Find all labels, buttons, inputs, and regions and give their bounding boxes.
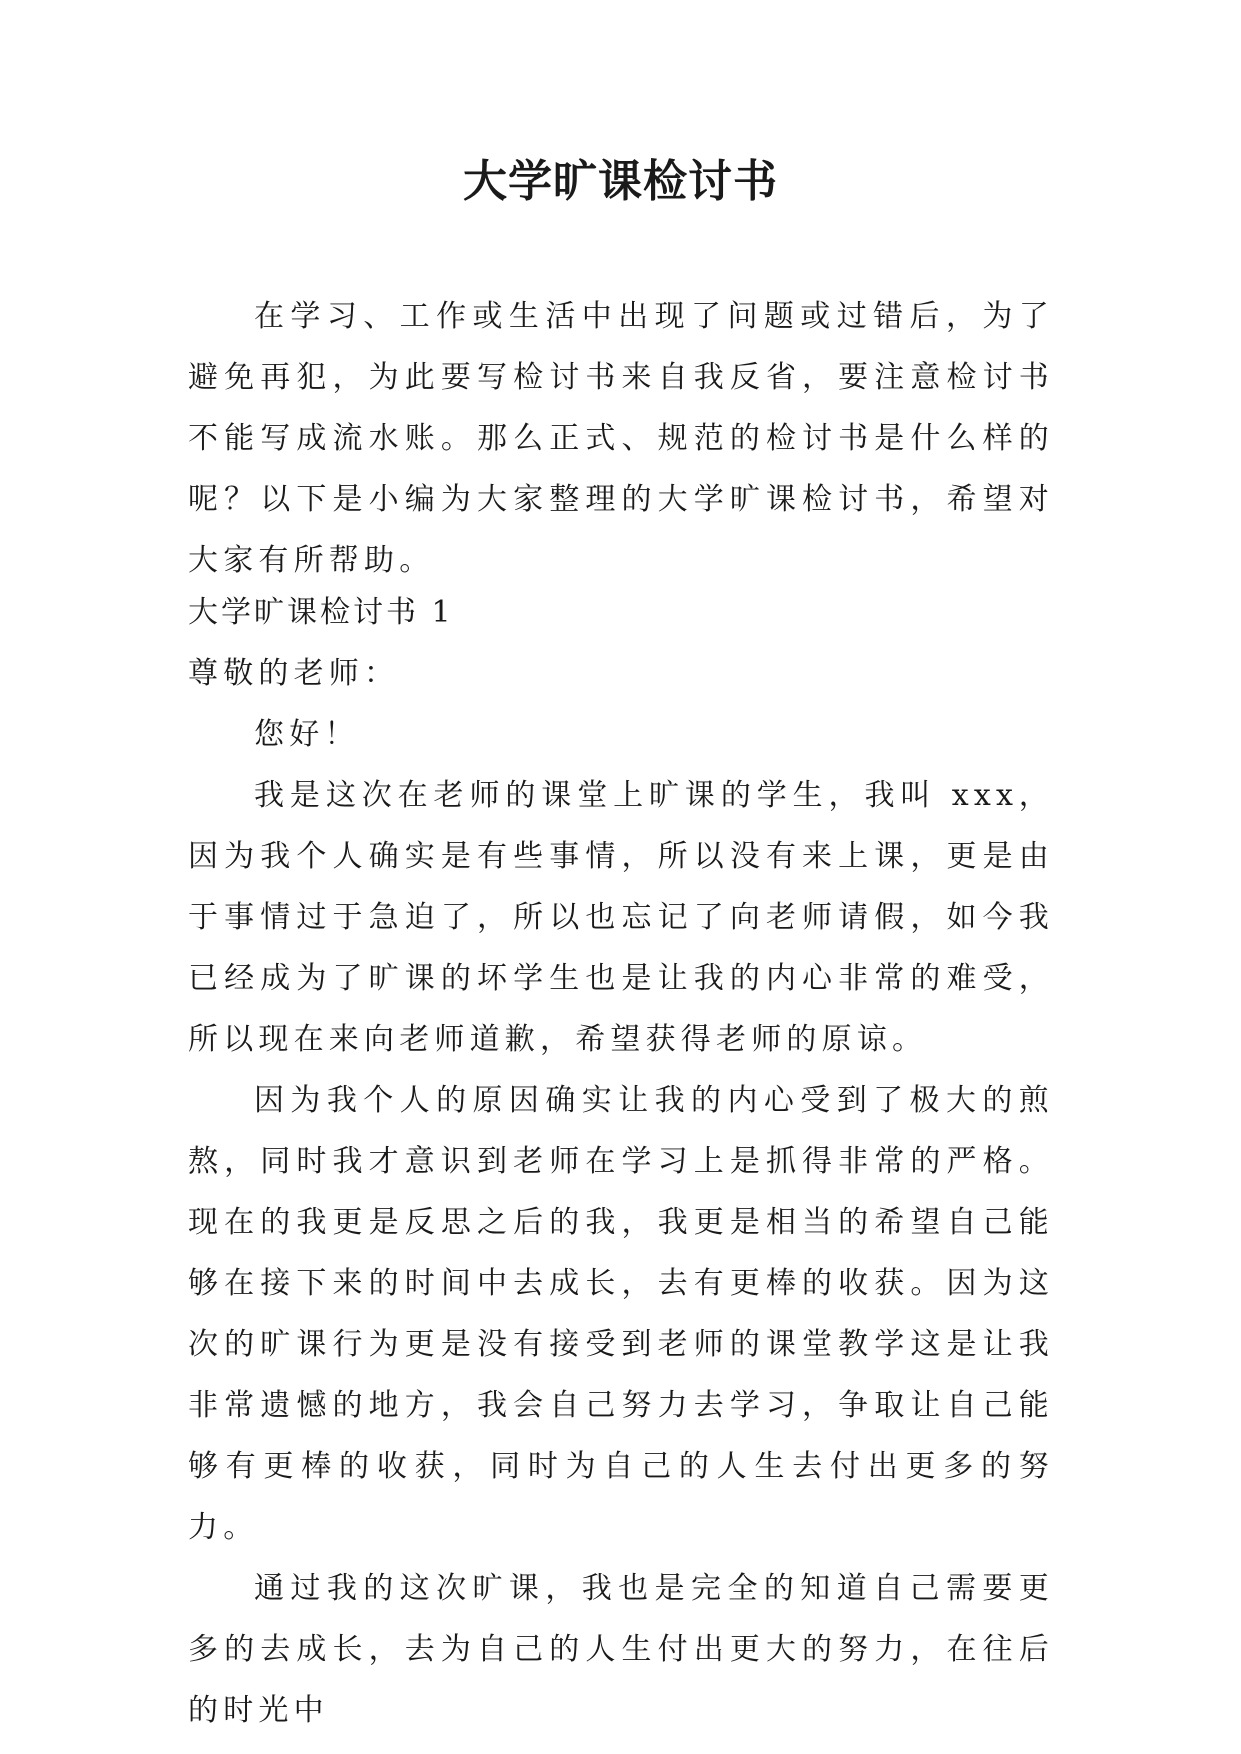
section-heading: 大学旷课检讨书 1	[188, 595, 454, 630]
body-paragraph-2: 因为我个人的原因确实让我的内心受到了极大的煎熬，同时我才意识到老师在学习上是抓得非常的严格。现在的我更是反思之后的我，我更是相当的希望自己能够在接下来的时间中去成长，去有更棒的收获。因为这次的旷课行为更是没有接受到老师的课堂教学这是让我非常遗憾的地方，我会自己努力去学习，争取让自己能够有更棒的收获，同时为自己的人生去付出更多的努力。	[188, 1083, 1054, 1545]
salutation: 尊敬的老师：	[188, 656, 400, 691]
intro-paragraph: 在学习、工作或生活中出现了问题或过错后，为了避免再犯，为此要写检讨书来自我反省，要注意检讨书不能写成流水账。那么正式、规范的检讨书是什么样的呢？以下是小编为大家整理的大学旷课检讨书，希望对大家有所帮助。	[188, 299, 1054, 578]
document-title: 大学旷课检讨书	[463, 156, 778, 207]
body-paragraph-1: 我是这次在老师的课堂上旷课的学生，我叫 xxx，因为我个人确实是有些事情，所以没有来上课，更是由于事情过于急迫了，所以也忘记了向老师请假，如今我已经成为了旷课的坏学生也是让我的内心非常的难受，所以现在来向老师道歉，希望获得老师的原谅。	[188, 778, 1054, 1057]
letter-section	[188, 582, 1054, 1741]
greeting: 您好！	[254, 717, 360, 752]
body-paragraph-3: 通过我的这次旷课，我也是完全的知道自己需要更多的去成长，去为自己的人生付出更大的努力，在往后的时光中	[188, 1571, 1054, 1728]
